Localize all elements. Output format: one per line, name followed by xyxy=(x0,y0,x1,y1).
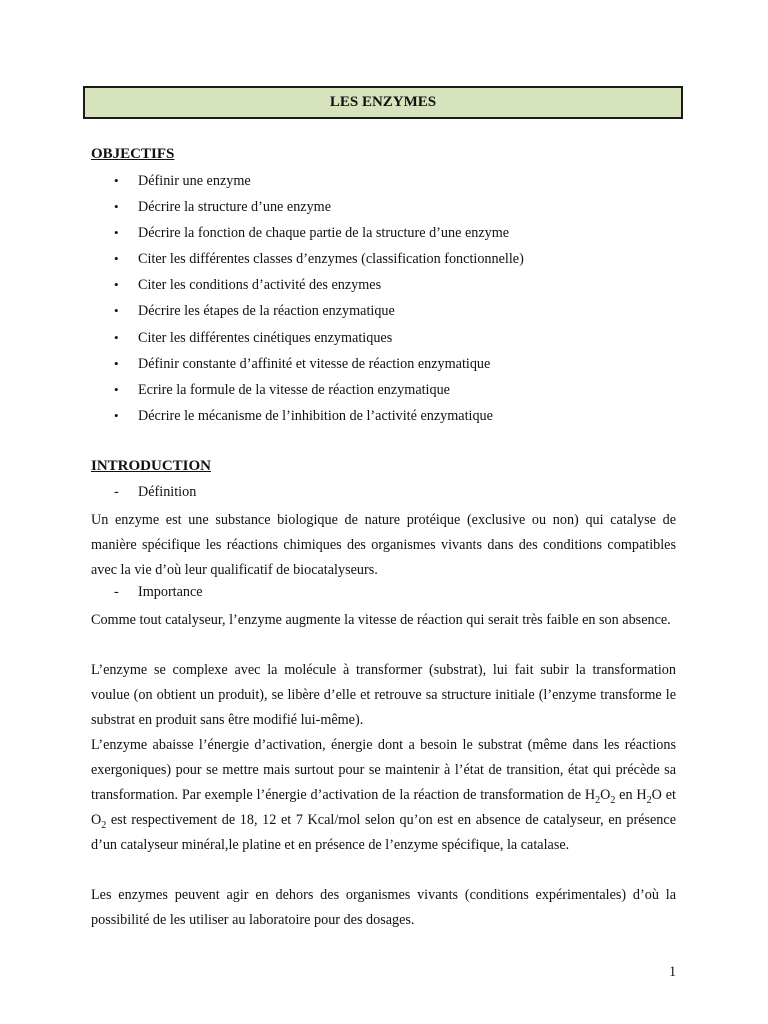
activation-text-3: en H xyxy=(615,787,647,803)
list-item xyxy=(0,302,768,328)
list-item xyxy=(0,381,768,407)
list-item-text: Citer les différentes classes d’enzymes (classification fonctionnelle) xyxy=(138,251,524,268)
objectifs-heading: OBJECTIFS xyxy=(91,146,175,162)
list-item-text: Citer les différentes cinétiques enzymatiques xyxy=(138,329,393,346)
definition-label: Définition xyxy=(138,484,197,500)
list-item xyxy=(0,355,768,381)
bullet-icon: • xyxy=(114,355,119,371)
list-item-text: Ecrire la formule de la vitesse de réaction enzymatique xyxy=(138,381,450,398)
definition-subheading xyxy=(114,484,196,501)
list-item xyxy=(0,198,768,224)
activation-text-2: O xyxy=(600,787,611,803)
list-item-text: Citer les conditions d’activité des enzymes xyxy=(138,277,382,294)
importance-label: Importance xyxy=(138,584,203,600)
activation-text-1: L’enzyme abaisse l’énergie d’activation, énergie dont a besoin le substrat (même dans les réactions exergoniques) pour se mettre mais surtout pour se maintenir à l’état de transition, état qui précède sa transformation. Par exemple l’énergie d’activation de la réaction de transformation de H xyxy=(91,737,676,803)
dash-marker: - xyxy=(114,484,119,500)
list-item-text: Définir une enzyme xyxy=(138,173,251,189)
list-item-text: Décrire la fonction de chaque partie de la structure d’une enzyme xyxy=(138,225,510,242)
bullet-icon: • xyxy=(114,251,119,267)
subscript: 2 xyxy=(595,794,601,806)
bullet-icon: • xyxy=(114,277,119,293)
list-item-text: Décrire les étapes de la réaction enzymatique xyxy=(138,303,395,320)
complexe-paragraph: L’enzyme se complexe avec la molécule à transformer (substrat), lui fait subir la transformation voulue (on obtient un produit), se libère d’elle et retrouve sa structure initiale (l’enzyme transforme le substrat en produit sans être modifié lui-même). xyxy=(91,662,676,728)
definition-paragraph: Un enzyme est une substance biologique de nature protéique (exclusive ou non) qui catalyse de manière spécifique les réactions chimiques des organismes vivants dans des conditions compatibles avec la vie d’où leur qualificatif de biocatalyseurs. xyxy=(91,512,676,578)
bullet-icon: • xyxy=(114,407,119,423)
bullet-icon: • xyxy=(114,303,119,319)
title-box xyxy=(83,86,683,119)
catalyseur-paragraph: Comme tout catalyseur, l’enzyme augmente la vitesse de réaction qui serait très faible en son absence. xyxy=(91,612,671,628)
list-item xyxy=(0,407,768,433)
list-item-text: Définir constante d’affinité et vitesse de réaction enzymatique xyxy=(138,355,491,372)
list-item xyxy=(0,250,768,276)
bullet-icon: • xyxy=(114,381,119,397)
page-number: 1 xyxy=(669,964,677,980)
activation-paragraph xyxy=(91,733,676,858)
objectifs-list xyxy=(0,172,768,433)
dash-marker: - xyxy=(114,584,119,600)
subscript: 2 xyxy=(646,794,652,806)
list-item-text: Décrire la structure d’une enzyme xyxy=(138,199,332,216)
activation-text-5: est respectivement de 18, 12 et 7 Kcal/mol selon qu’on est en absence de catalyseur, en présence d’un catalyseur minéral,le platine et en présence de l’enzyme spécifique, la catalase. xyxy=(91,812,676,853)
hors-organismes-paragraph: Les enzymes peuvent agir en dehors des organismes vivants (conditions expérimentales) d’où la possibilité de les utiliser au laboratoire pour des dosages. xyxy=(91,887,676,928)
activation-text-4: O et O xyxy=(91,787,676,828)
list-item xyxy=(0,276,768,302)
list-item xyxy=(0,329,768,355)
subscript: 2 xyxy=(610,794,616,806)
page-title: LES ENZYMES xyxy=(329,94,437,110)
subscript: 2 xyxy=(101,819,107,831)
list-item xyxy=(0,172,768,198)
importance-subheading xyxy=(114,584,203,601)
bullet-icon: • xyxy=(114,225,119,241)
bullet-icon: • xyxy=(114,173,119,188)
bullet-icon: • xyxy=(114,329,119,345)
introduction-heading: INTRODUCTION xyxy=(91,458,212,474)
list-item xyxy=(0,224,768,250)
list-item-text: Décrire le mécanisme de l’inhibition de l’activité enzymatique xyxy=(138,407,493,424)
bullet-icon: • xyxy=(114,199,119,215)
